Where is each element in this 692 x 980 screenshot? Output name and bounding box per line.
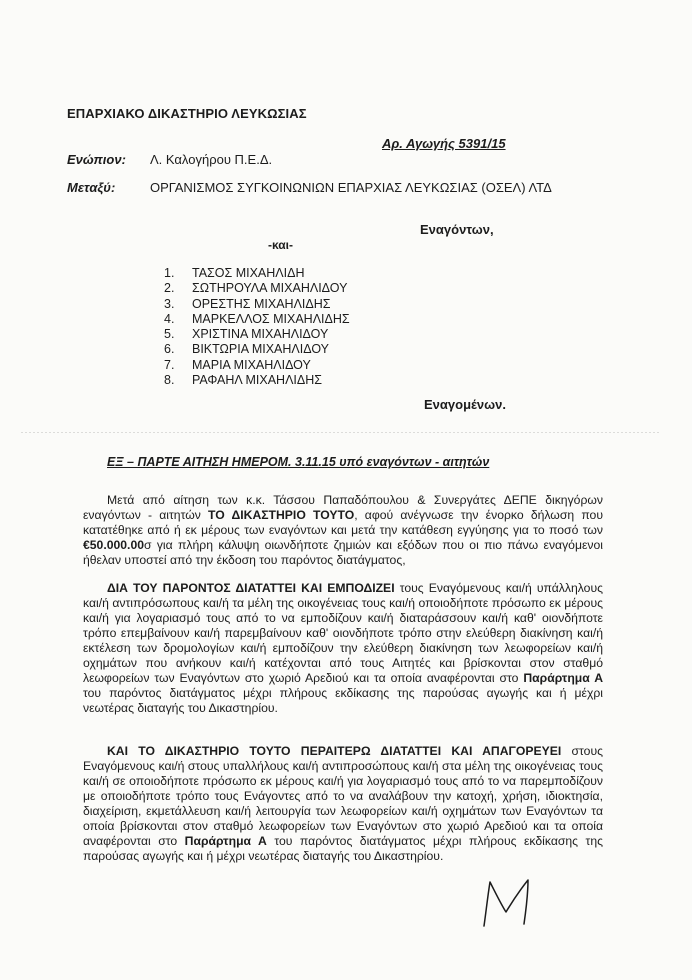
defendant-item xyxy=(164,281,350,296)
order1-annex: Παράρτημα Α xyxy=(523,671,604,685)
defendant-number: 1. xyxy=(164,266,175,280)
defendant-item xyxy=(164,327,350,342)
court-title: ΕΠΑΡΧΙΑΚΟ ΔΙΚΑΣΤΗΡΙΟ ΛΕΥΚΩΣΙΑΣ xyxy=(67,106,307,121)
application-heading: ΕΞ – ΠΑΡΤΕ ΑΙΤΗΣΗ ΗΜΕΡΟΜ. 3.11.15 υπό εναγόντων - αιτητών xyxy=(107,455,490,469)
order2-heading: ΚΑΙ ΤΟ ΔΙΚΑΣΤΗΡΙΟ ΤΟΥΤΟ ΠΕΡΑΙΤΕΡΩ ΔΙΑΤΑΤΤΕΙ ΚΑΙ ΑΠΑΓΟΡΕΥΕΙ xyxy=(107,744,562,758)
defendant-name: ΒΙΚΤΩΡΙΑ ΜΙΧΑΗΛΙΔΟΥ xyxy=(192,342,329,357)
defendants-list xyxy=(164,266,350,388)
recital-text-e: σ για πλήρη κάλυψη οιωνδήποτε ζημιών και εξόδων που οι πιο πάνω εναγόμενοι ήθελαν υποστεί από την έκδοση του παρόντος διατάγματος, xyxy=(83,538,603,567)
defendant-item xyxy=(164,342,350,357)
paragraph-order-1 xyxy=(83,581,603,716)
defendant-item xyxy=(164,312,350,327)
recital-amount: €50.000.00 xyxy=(83,538,144,552)
and-separator: -και- xyxy=(268,238,293,252)
order1-text-b: τους Εναγόμενους και/ή υπάλληλους και/ή αντιπρόσωπους και/ή τα μέλη της οικογένειας τους και/ή οποιοδήποτε πρόσωπο εκ μέρους και/ή για λογαριασμό τους από το να εμποδίζουν και/ή διαταράσσουν και/ή καθ' οιονδήποτε τρόπο επεμβαίνουν και/ή παρεμβαίνουν καθ' οιονδήποτε τρόπο στην ελεύθερη διακίνηση και/ή εκτέλεση των δρομολογίων και/ή εμποδίζουν την ελεύθερη διακίνηση των λεωφορείων και/ή οχημάτων που ανήκουν και/ή κατέχονται από τους Αιτητές και βρίσκονται στον σταθμό λεωφορείων των Εναγόντων στο χωριό Αρεδιού και τα οποία αναφέρονται στο xyxy=(83,581,603,685)
between-label: Μεταξύ: xyxy=(67,180,116,195)
defendant-item xyxy=(164,297,350,312)
defendant-name: ΡΑΦΑΗΛ ΜΙΧΑΗΛΙΔΗΣ xyxy=(192,373,323,388)
defendant-item xyxy=(164,373,350,388)
defendant-name: ΜΑΡΚΕΛΛΟΣ ΜΙΧΑΗΛΙΔΗΣ xyxy=(192,311,350,326)
defendant-name: ΣΩΤΗΡΟΥΛΑ ΜΙΧΑΗΛΙΔΟΥ xyxy=(192,281,348,296)
order2-annex: Παράρτημα Α xyxy=(184,834,267,848)
paragraph-order-2 xyxy=(83,744,603,864)
defendant-number: 8. xyxy=(164,373,175,388)
order2-text-d: του παρόντος διατάγματος μέχρι πλήρους εκδίκασης της παρούσας αγωγής και ή μέχρι νεωτέρας διαταγής του Δικαστηρίου. xyxy=(83,834,603,863)
plaintiffs-role: Εναγόντων, xyxy=(420,222,494,237)
order2-text-b: στους Εναγόμενους και/ή στους υπαλλήλους και/ή αντιπροσώπους και/ή στα μέλη της οικογένειας τους και/ή σε οποιοδήποτε πρόσωπο εκ μέρους και/ή για λογαριασμό τους από το να παρεμποδίζουν με οποιοδήποτε τρόπο τους Ενάγοντες από το να αναλάβουν την κατοχή, χρήση, ιδιοκτησία, διαχείριση, εκμετάλλευση και/ή λειτουργία των λεωφορείων και/ή οχημάτων των Εναγόντων τα οποία βρίσκονται στον σταθμό λεωφορείων των Εναγόντων στο χωριό Αρεδιού και τα οποία αναφέρονται στο xyxy=(83,744,603,848)
defendant-item xyxy=(164,358,350,373)
recital-text-c: , αφού ανέγνωσε την ένορκο δήλωση που κατατέθηκε από ή εκ μέρους των εναγόντων και μετά την κατάθεση εγγύησης για το ποσό των xyxy=(83,508,603,537)
defendant-number: 3. xyxy=(164,296,175,311)
defendant-name: ΟΡΕΣΤΗΣ ΜΙΧΑΗΛΙΔΗΣ xyxy=(192,296,331,311)
defendant-number: 5. xyxy=(164,327,175,342)
defendant-name: ΜΑΡΙΑ ΜΙΧΑΗΛΙΔΟΥ xyxy=(192,357,311,372)
order1-text-d: του παρόντος διατάγματος μέχρι πλήρους εκδίκασης της παρούσας αγωγής και ή μέχρι νεωτέρας διαταγής του Δικαστηρίου. xyxy=(83,686,603,715)
defendant-number: 7. xyxy=(164,357,175,372)
recital-text-a: Μετά από αίτηση των κ.κ. Τάσσου Παπαδόπουλου & Συνεργάτες ΔΕΠΕ δικηγόρων εναγόντων - αιτητών xyxy=(83,493,603,522)
plaintiff-name: ΟΡΓΑΝΙΣΜΟΣ ΣΥΓΚΟΙΝΩΝΙΩΝ ΕΠΑΡΧΙΑΣ ΛΕΥΚΩΣΙΑΣ (ΟΣΕΛ) ΛΤΔ xyxy=(150,180,552,195)
scan-noise-divider xyxy=(20,431,660,434)
recital-court-phrase: ΤΟ ΔΙΚΑΣΤΗΡΙΟ ΤΟΥΤΟ xyxy=(208,508,355,522)
defendant-item xyxy=(164,266,350,281)
defendant-number: 2. xyxy=(164,281,175,296)
defendant-name: ΧΡΙΣΤΙΝΑ ΜΙΧΑΗΛΙΔΟΥ xyxy=(192,327,329,342)
handwritten-initial xyxy=(478,872,538,932)
order1-heading: ΔΙΑ ΤΟΥ ΠΑΡΟΝΤΟΣ ΔΙΑΤΑΤΤΕΙ ΚΑΙ ΕΜΠΟΔΙΖΕΙ xyxy=(107,581,395,595)
defendant-name: ΤΑΣΟΣ ΜΙΧΑΗΛΙΔΗ xyxy=(192,266,305,280)
before-label: Ενώπιον: xyxy=(67,152,126,167)
case-number: Αρ. Αγωγής 5391/15 xyxy=(382,136,506,151)
defendants-role: Εναγομένων. xyxy=(424,397,506,412)
defendant-number: 6. xyxy=(164,342,175,357)
paragraph-recital xyxy=(83,493,603,568)
judge-name: Λ. Καλογήρου Π.Ε.Δ. xyxy=(150,152,273,167)
defendant-number: 4. xyxy=(164,311,175,326)
